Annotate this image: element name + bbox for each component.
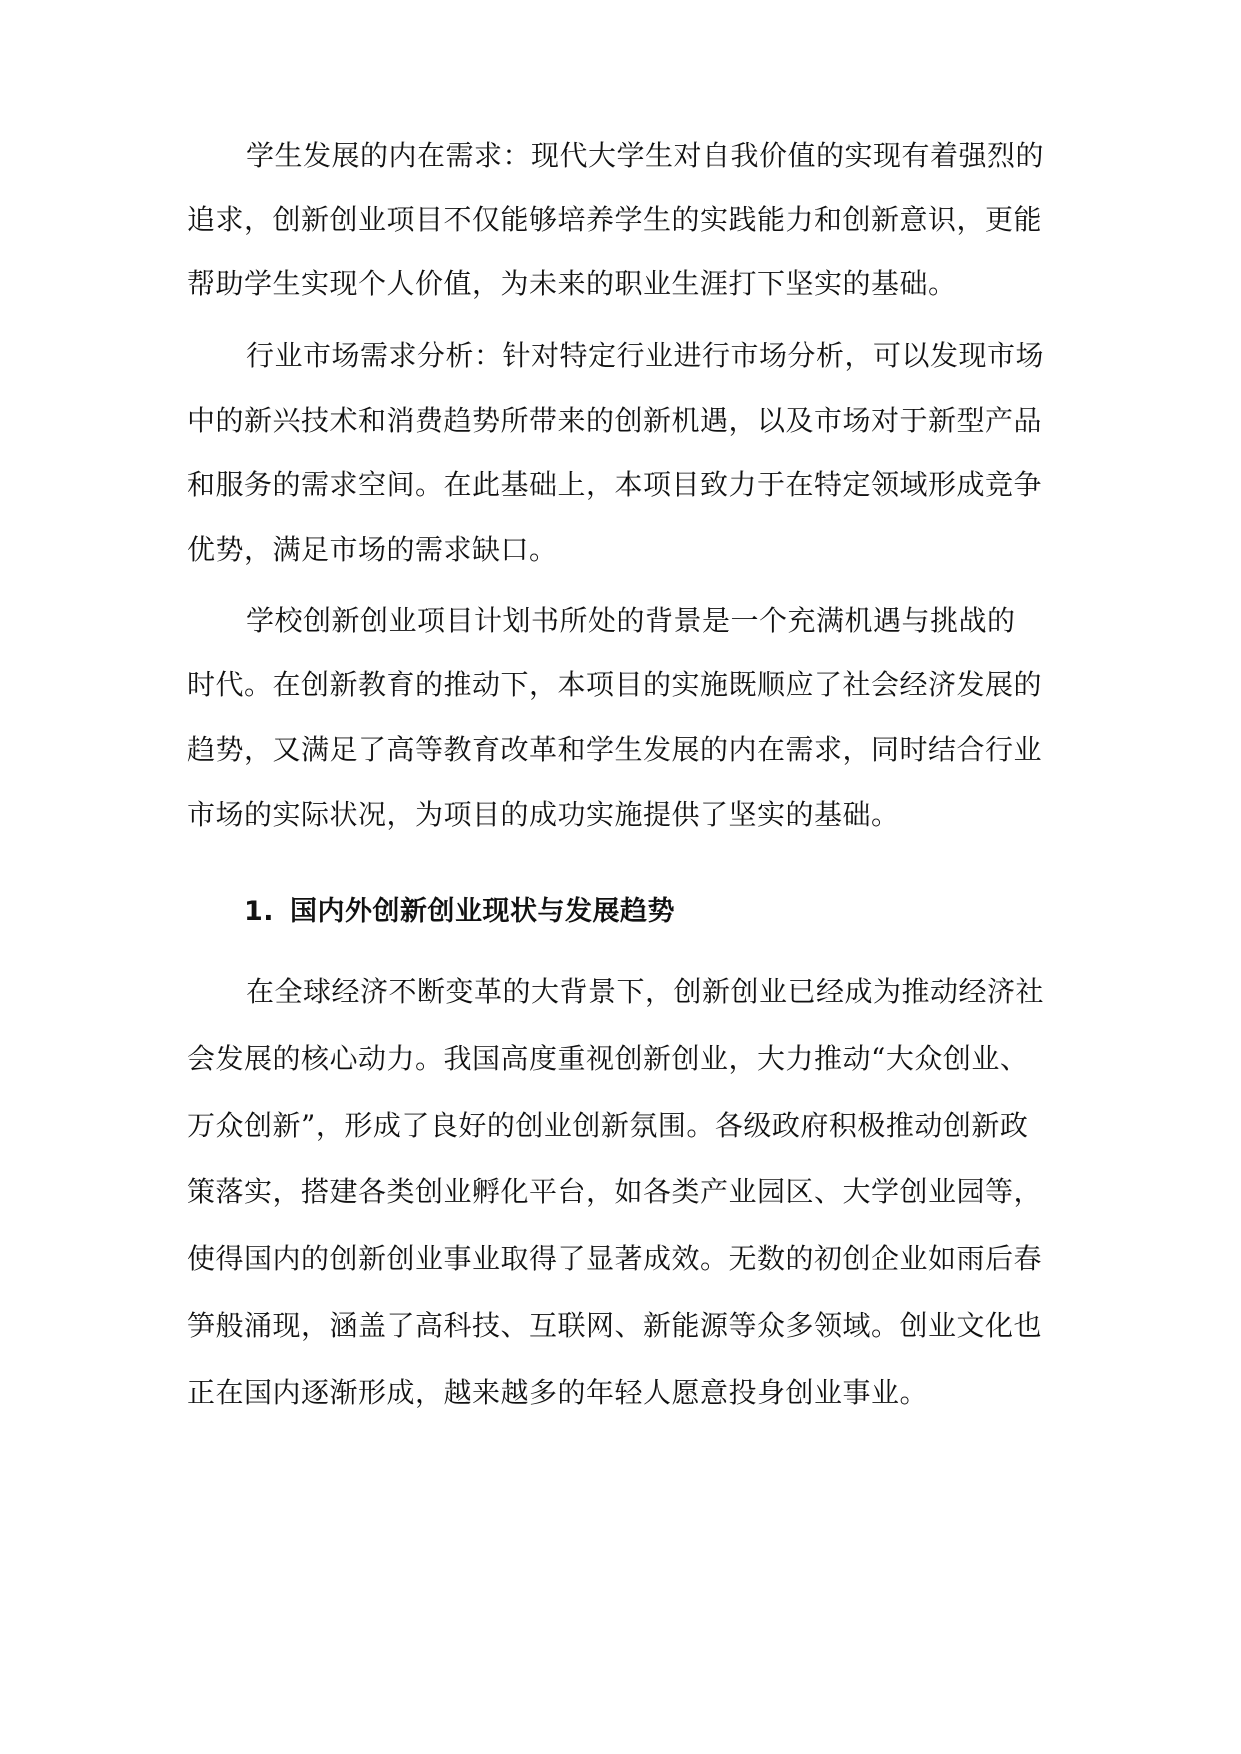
text-line: 和服务的需求空间。在此基础上，本项目致力于在特定领域形成竞争 [187, 468, 1043, 501]
text-line: 趋势，又满足了高等教育改革和学生发展的内在需求，同时结合行业 [187, 733, 1043, 766]
text-line: 帮助学生实现个人价值，为未来的职业生涯打下坚实的基础。 [187, 267, 957, 300]
text-line: 在全球经济不断变革的大背景下，创新创业已经成为推动经济社 [246, 975, 1045, 1008]
text-line: 行业市场需求分析：针对特定行业进行市场分析，可以发现市场 [246, 339, 1045, 372]
section-title: 国内外创新创业现状与发展趋势 [290, 896, 675, 927]
text-line: 正在国内逐渐形成，越来越多的年轻人愿意投身创业事业。 [187, 1376, 929, 1409]
section-number: 1. [244, 896, 275, 927]
section-heading [244, 892, 675, 932]
text-line: 会发展的核心动力。我国高度重视创新创业，大力推动“大众创业、 [187, 1042, 1029, 1075]
text-line: 中的新兴技术和消费趋势所带来的创新机遇，以及市场对于新型产品 [187, 404, 1043, 437]
text-line: 万众创新”，形成了良好的创业创新氛围。各级政府积极推动创新政 [187, 1109, 1029, 1142]
text-line: 时代。在创新教育的推动下，本项目的实施既顺应了社会经济发展的 [187, 668, 1043, 701]
text-line: 使得国内的创新创业事业取得了显著成效。无数的初创企业如雨后春 [187, 1242, 1043, 1275]
text-line: 策落实，搭建各类创业孵化平台，如各类产业园区、大学创业园等， [187, 1175, 1043, 1208]
text-line: 追求，创新创业项目不仅能够培养学生的实践能力和创新意识，更能 [187, 203, 1043, 236]
text-line: 学生发展的内在需求：现代大学生对自我价值的实现有着强烈的 [246, 139, 1045, 172]
text-line: 笋般涌现，涵盖了高科技、互联网、新能源等众多领域。创业文化也 [187, 1309, 1043, 1342]
text-line: 优势，满足市场的需求缺口。 [187, 533, 558, 566]
text-line: 学校创新创业项目计划书所处的背景是一个充满机遇与挑战的 [246, 604, 1016, 637]
text-line: 市场的实际状况，为项目的成功实施提供了坚实的基础。 [187, 798, 900, 831]
